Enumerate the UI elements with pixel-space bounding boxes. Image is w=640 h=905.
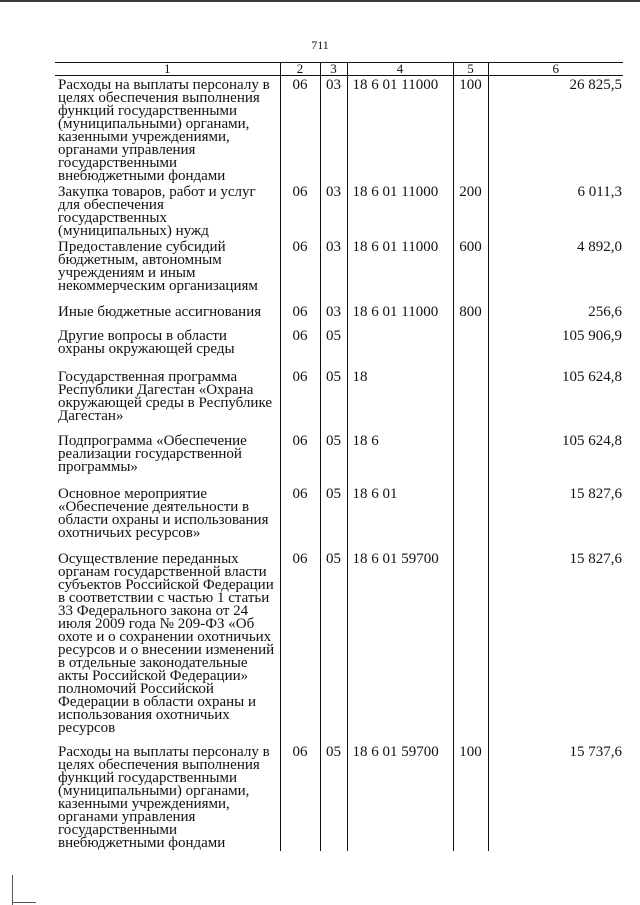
row-expense-type	[453, 432, 488, 485]
row-name: Государственная программа Республики Дагестан «Охрана окружающей среды в Республике Дагестан»	[58, 369, 273, 424]
row-subsection: 03	[320, 183, 347, 238]
row-name: Другие вопросы в области охраны окружающей среды	[58, 328, 235, 357]
row-amount: 15 737,6	[488, 743, 623, 851]
column-header-6: 6	[488, 63, 623, 76]
row-target-code: 18 6 01 11000	[347, 76, 453, 184]
row-section: 06	[280, 327, 320, 368]
table-row	[55, 432, 623, 485]
column-header-1: 1	[55, 63, 280, 76]
row-target-code: 18 6 01 11000	[347, 183, 453, 238]
row-section: 06	[280, 743, 320, 851]
row-subsection: 05	[320, 432, 347, 485]
row-target-code: 18 6	[347, 432, 453, 485]
column-header-5: 5	[453, 63, 488, 76]
row-section: 06	[280, 183, 320, 238]
table-row	[55, 327, 623, 368]
row-subsection: 03	[320, 76, 347, 184]
table-row	[55, 303, 623, 327]
row-section: 06	[280, 76, 320, 184]
row-name: Расходы на выплаты персоналу в целях обеспечения выполнения функций государственными (муниципальными) органами, казенными учреждениями, органами управления государственными внебюджетными фондами	[58, 77, 270, 184]
row-subsection: 05	[320, 327, 347, 368]
table-row	[55, 76, 623, 184]
table-row	[55, 238, 623, 303]
row-name: Основное мероприятие «Обеспечение деятельности в области охраны и использования охотничьих ресурсов»	[58, 486, 269, 541]
row-name: Осуществление переданных органам государственной власти субъектов Российской Федерации в соответствии с частью 1 статьи 33 Федерального закона от 24 июля 2009 года № 209-ФЗ «Об охоте и о сохранении охотничьих ресурсов и о внесении изменений в отдельные законодательные акты Российской Федерации» полномочий Российской Федерации в области охраны и использования охотничьих ресурсов	[58, 551, 275, 736]
row-expense-type: 200	[453, 183, 488, 238]
top-border-line	[0, 0, 640, 2]
row-amount: 6 011,3	[488, 183, 623, 238]
row-amount: 256,6	[488, 303, 623, 327]
table-row	[55, 550, 623, 743]
row-section: 06	[280, 303, 320, 327]
row-expense-type: 100	[453, 743, 488, 851]
row-expense-type	[453, 485, 488, 550]
row-target-code: 18 6 01 11000	[347, 238, 453, 303]
column-header-2: 2	[280, 63, 320, 76]
table-row	[55, 485, 623, 550]
row-section: 06	[280, 485, 320, 550]
row-expense-type	[453, 327, 488, 368]
row-section: 06	[280, 368, 320, 432]
row-expense-type: 100	[453, 76, 488, 184]
row-target-code: 18 6 01 59700	[347, 550, 453, 743]
column-header-3: 3	[320, 63, 347, 76]
row-target-code: 18 6 01 11000	[347, 303, 453, 327]
row-name: Расходы на выплаты персоналу в целях обеспечения выполнения функций государственными (муниципальными) органами, казенными учреждениями, органами управления государственными внебюджетными фондами	[58, 744, 270, 851]
row-expense-type	[453, 368, 488, 432]
row-name: Предоставление субсидий бюджетным, автономным учреждениям и иным некоммерческим организациям	[58, 239, 258, 294]
row-subsection: 05	[320, 550, 347, 743]
row-amount: 15 827,6	[488, 550, 623, 743]
row-name: Иные бюджетные ассигнования	[58, 304, 262, 320]
column-header-4: 4	[347, 63, 453, 76]
row-amount: 4 892,0	[488, 238, 623, 303]
scan-edge-mark-vertical	[12, 875, 13, 905]
row-amount: 105 624,8	[488, 432, 623, 485]
row-target-code: 18 6 01	[347, 485, 453, 550]
table-row	[55, 368, 623, 432]
row-amount: 105 906,9	[488, 327, 623, 368]
row-expense-type: 600	[453, 238, 488, 303]
row-subsection: 05	[320, 485, 347, 550]
row-subsection: 03	[320, 238, 347, 303]
budget-table	[55, 62, 623, 851]
row-target-code	[347, 327, 453, 368]
row-target-code: 18	[347, 368, 453, 432]
row-expense-type: 800	[453, 303, 488, 327]
row-expense-type	[453, 550, 488, 743]
row-target-code: 18 6 01 59700	[347, 743, 453, 851]
scan-edge-mark-horizontal	[12, 902, 36, 903]
page-number: 711	[311, 38, 329, 52]
row-subsection: 05	[320, 368, 347, 432]
row-section: 06	[280, 550, 320, 743]
row-section: 06	[280, 432, 320, 485]
row-section: 06	[280, 238, 320, 303]
row-name: Подпрограмма «Обеспечение реализации государственной программы»	[58, 433, 247, 475]
row-subsection: 03	[320, 303, 347, 327]
row-amount: 105 624,8	[488, 368, 623, 432]
row-amount: 26 825,5	[488, 76, 623, 184]
table-row	[55, 183, 623, 238]
row-amount: 15 827,6	[488, 485, 623, 550]
row-subsection: 05	[320, 743, 347, 851]
table-row	[55, 743, 623, 851]
table-header-row	[55, 63, 623, 76]
row-name: Закупка товаров, работ и услуг для обеспечения государственных (муниципальных) нужд	[58, 184, 256, 239]
